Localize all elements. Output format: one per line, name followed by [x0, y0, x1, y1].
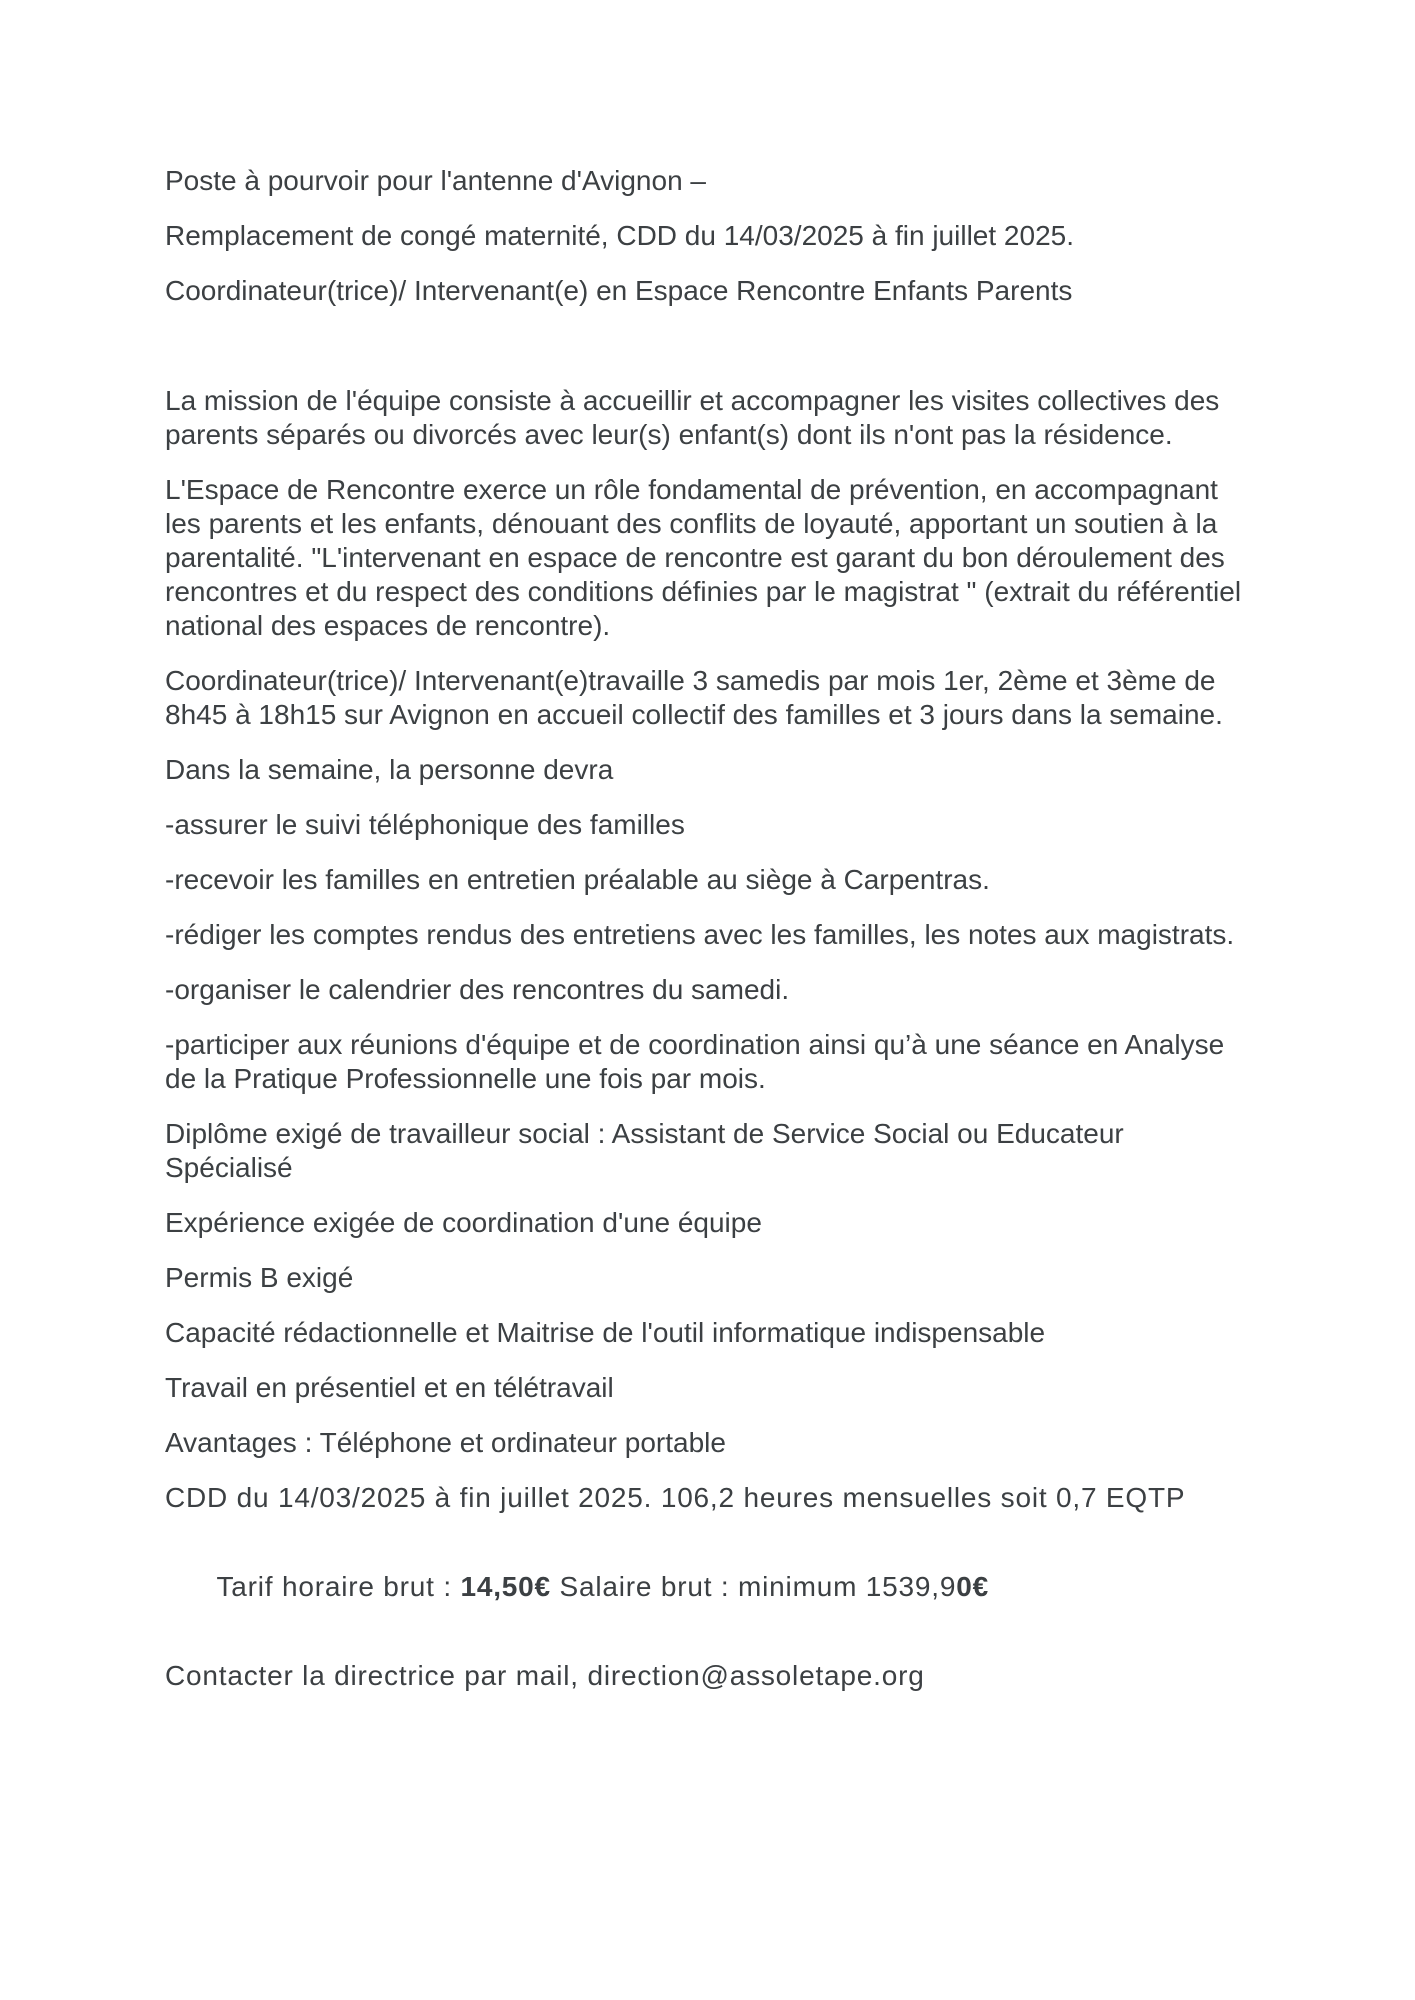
- para-horaires: Coordinateur(trice)/ Intervenant(e)travaille 3 samedis par mois 1er, 2ème et 3ème de 8h45 à 18h15 sur Avignon en accueil collectif des familles et 3 jours dans la semaine.: [165, 665, 1224, 730]
- document-content: [165, 164, 1249, 1714]
- bullet-comptes-rendus: -rédiger les comptes rendus des entretiens avec les familles, les notes aux magistrats.: [165, 919, 1235, 950]
- line-job-title: Coordinateur(trice)/ Intervenant(e) en Espace Rencontre Enfants Parents: [165, 275, 1073, 306]
- bullet-calendrier: -organiser le calendrier des rencontres du samedi.: [165, 974, 790, 1005]
- spacer-paragraph: [165, 329, 1245, 363]
- salaire-text: Tarif horaire brut :: [216, 1571, 461, 1602]
- line-cdd-heures: CDD du 14/03/2025 à fin juillet 2025. 106,2 heures mensuelles soit 0,7 EQTP: [165, 1482, 1186, 1513]
- line-permis: Permis B exigé: [165, 1262, 354, 1293]
- bullet-suivi-telephonique: -assurer le suivi téléphonique des familles: [165, 809, 685, 840]
- line-remplacement-cdd: Remplacement de congé maternité, CDD du 14/03/2025 à fin juillet 2025.: [165, 220, 1074, 251]
- line-poste-location: Poste à pourvoir pour l'antenne d'Avignon –: [165, 165, 706, 196]
- line-experience: Expérience exigée de coordination d'une équipe: [165, 1207, 762, 1238]
- line-avantages: Avantages : Téléphone et ordinateur portable: [165, 1427, 726, 1458]
- line-travail: Travail en présentiel et en télétravail: [165, 1372, 614, 1403]
- bullet-entretien-prealable: -recevoir les familles en entretien préalable au siège à Carpentras.: [165, 864, 990, 895]
- para-espace-role: L'Espace de Rencontre exerce un rôle fondamental de prévention, en accompagnant les parents et les enfants, dénouant des conflits de loyauté, apportant un soutien à la parentalité. "L'intervenant en espace de rencontre est garant du bon déroulement des rencontres et du respect des conditions définies par le magistrat " (extrait du référentiel national des espaces de rencontre).: [165, 474, 1249, 641]
- tarif-horaire-value: 14,50€: [460, 1571, 551, 1602]
- bullet-reunions: -participer aux réunions d'équipe et de coordination ainsi qu’à une séance en Analyse de la Pratique Professionnelle une fois par mois.: [165, 1029, 1232, 1094]
- para-mission: La mission de l'équipe consiste à accueillir et accompagner les visites collectives des parents séparés ou divorcés avec leur(s) enfant(s) dont ils n'ont pas la résidence.: [165, 385, 1228, 450]
- line-contact: Contacter la directrice par mail, direction@assoletape.org: [165, 1660, 925, 1691]
- salaire-text: Salaire brut : minimum 1539,9: [550, 1571, 957, 1602]
- line-capacite: Capacité rédactionnelle et Maitrise de l'outil informatique indispensable: [165, 1317, 1046, 1348]
- salaire-brut-value-end: 0€: [956, 1571, 989, 1602]
- line-salaire: [165, 1536, 1245, 1638]
- para-diplome: Diplôme exigé de travailleur social : Assistant de Service Social ou Educateur Spécialisé: [165, 1118, 1132, 1183]
- line-semaine-intro: Dans la semaine, la personne devra: [165, 754, 614, 785]
